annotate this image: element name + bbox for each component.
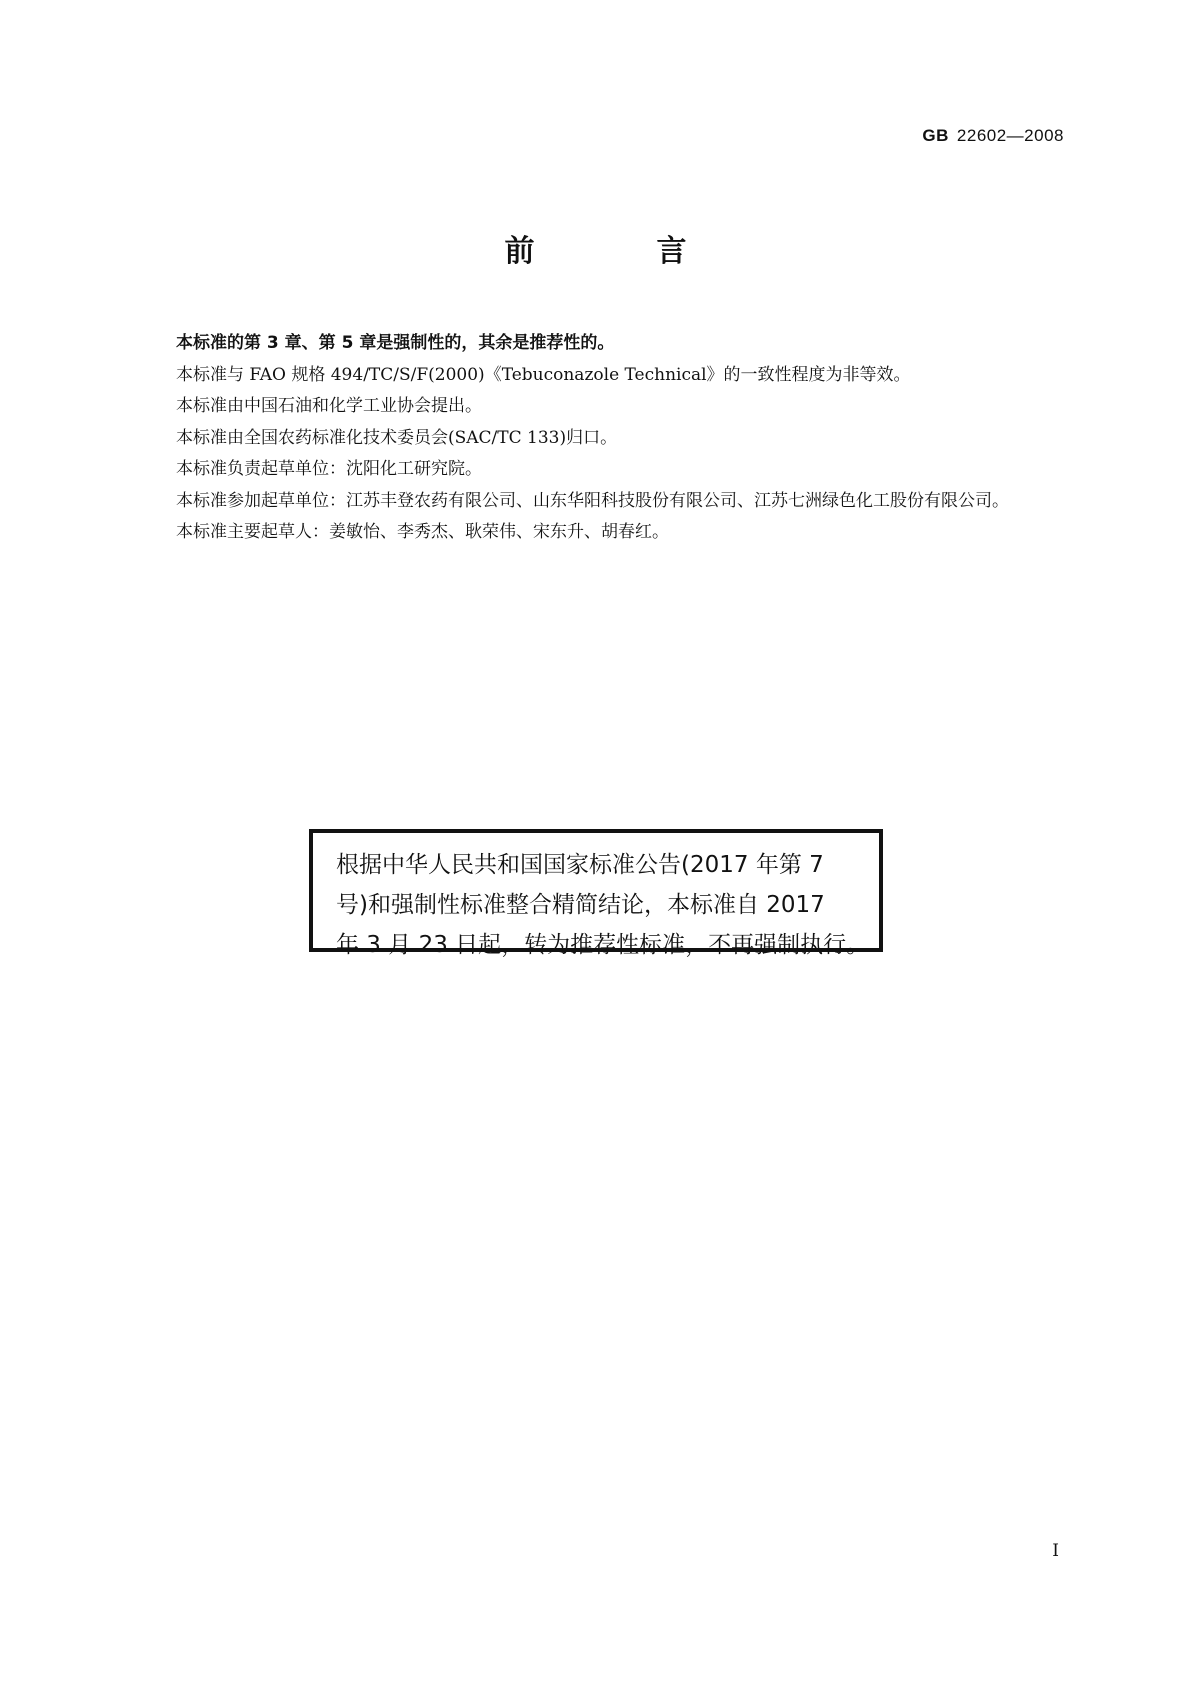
page-number: I (1052, 1541, 1059, 1561)
foreword-paragraph-participating-drafters: 本标准参加起草单位：江苏丰登农药有限公司、山东华阳科技股份有限公司、江苏七洲绿色化工股份有限公司。 (176, 490, 1009, 511)
foreword-paragraph-lead-drafter: 本标准负责起草单位：沈阳化工研究院。 (176, 459, 482, 479)
foreword-body (124, 328, 1060, 549)
page-title: 前 言 (504, 234, 733, 269)
standard-prefix: GB (922, 126, 949, 145)
foreword-paragraph-main-drafters: 本标准主要起草人：姜敏怡、李秀杰、耿荣伟、宋东升、胡春红。 (176, 522, 669, 542)
foreword-paragraph-equivalence: 本标准与 FAO 规格 494/TC/S/F(2000)《Tebuconazole Technical》的一致性程度为非等效。 (176, 364, 911, 385)
foreword-paragraph-committee: 本标准由全国农药标准化技术委员会(SAC/TC 133)归口。 (176, 427, 618, 448)
notice-line: 号)和强制性标准整合精简结论，本标准自 2017 (336, 892, 825, 918)
notice-line: 根据中华人民共和国国家标准公告(2017 年第 7 (336, 852, 824, 878)
notice-line: 年 3 月 23 日起，转为推荐性标准，不再强制执行。 (336, 932, 870, 958)
notice-box (309, 829, 883, 958)
standard-code (922, 126, 1064, 146)
foreword-paragraph-mandatory: 本标准的第 3 章、第 5 章是强制性的，其余是推荐性的。 (176, 333, 615, 353)
foreword-paragraph-proposer: 本标准由中国石油和化学工业协会提出。 (176, 396, 482, 416)
standard-number: 22602—2008 (956, 126, 1064, 145)
